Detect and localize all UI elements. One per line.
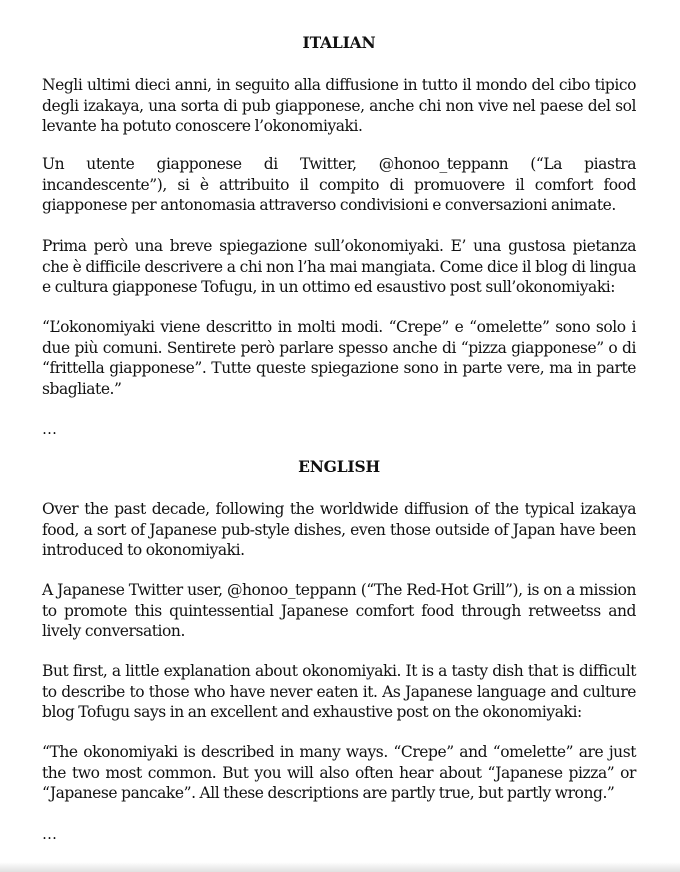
english-heading: ENGLISH	[298, 457, 380, 476]
page-bottom-shadow	[0, 862, 680, 872]
italian-heading: ITALIAN	[302, 33, 376, 52]
english-paragraph-3: But first, a little explanation about okonomiyaki. It is a tasty dish that is difficult to describe to those who have never eaten it. As Japanese language and culture blog Tofugu says in an excellent and exhaustive post on the okonomiyaki:	[42, 662, 636, 721]
italian-ellipsis: …	[42, 420, 57, 438]
italian-paragraph-1: Negli ultimi dieci anni, in seguito alla diffusione in tutto il mondo del cibo tipico degli izakaya, una sorta di pub giapponese, anche chi non vive nel paese del sol levante ha potuto conoscere l’okonomiyaki.	[42, 76, 636, 135]
italian-paragraph-3: Prima però una breve spiegazione sull’okonomiyaki. E’ una gustosa pietanza che è difficile descrivere a chi non l’ha mai mangiata. Come dice il blog di lingua e cultura giapponese Tofugu, in un ottimo ed esaustivo post sull’okonomiyaki:	[42, 237, 636, 296]
english-quote-paragraph: “The okonomiyaki is described in many ways. “Crepe” and “omelette” are just the two most common. But you will also often hear about “Japanese pizza” or “Japanese pancake”. All these descriptions are partly true, but partly wrong.”	[42, 743, 636, 802]
english-ellipsis: …	[42, 825, 57, 843]
italian-paragraph-2: Un utente giapponese di Twitter, @honoo_teppann (“La piastra incandescente”), si è attribuito il compito di promuovere il comfort food giapponese per antonomasia attraverso condivisioni e conversazioni animate.	[42, 155, 636, 214]
italian-quote-paragraph: “L’okonomiyaki viene descritto in molti modi. “Crepe” e “omelette” sono solo i due più comuni. Sentirete però parlare spesso anche di “pizza giapponese” o di “frittella giapponese”. Tutte queste spiegazione sono in parte vere, ma in parte sbagliate.”	[42, 318, 636, 398]
english-paragraph-1: Over the past decade, following the worldwide diffusion of the typical izakaya food, a sort of Japanese pub-style dishes, even those outside of Japan have been introduced to okonomiyaki.	[42, 500, 636, 559]
english-paragraph-2: A Japanese Twitter user, @honoo_teppann (“The Red-Hot Grill”), is on a mission to promote this quintessential Japanese comfort food through retweetss and lively conversation.	[42, 581, 636, 640]
